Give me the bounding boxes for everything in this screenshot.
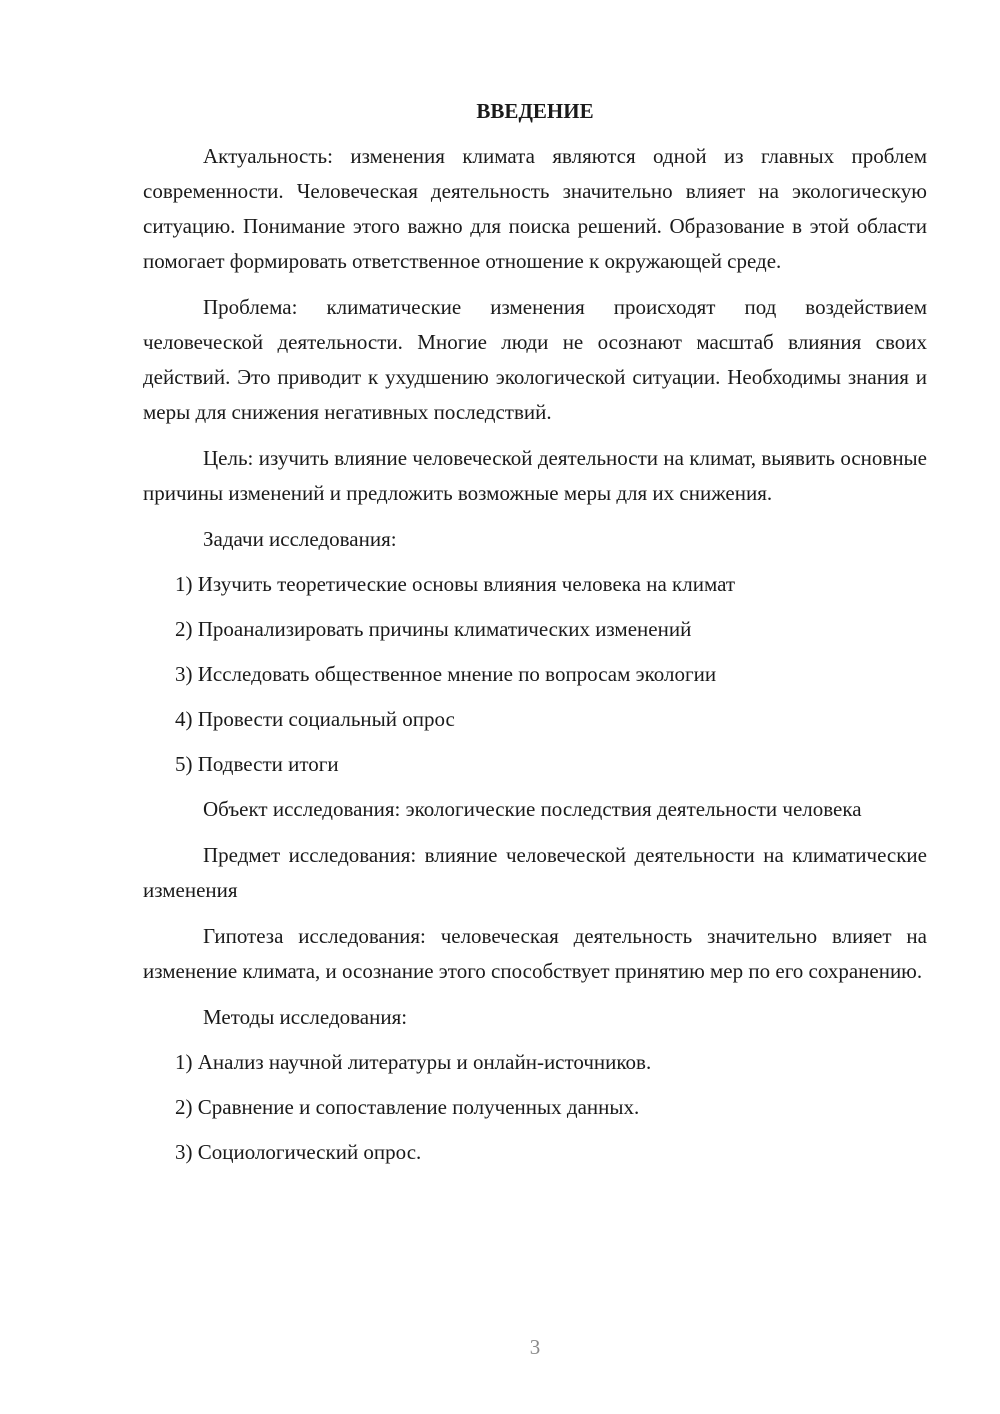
tasks-list (143, 567, 927, 782)
list-item: 4) Провести социальный опрос (175, 707, 455, 731)
goal-paragraph: Цель: изучить влияние человеческой деятельности на климат, выявить основные причины изменений и предложить возможные меры для их снижения. (143, 446, 927, 505)
list-item: 2) Сравнение и сопоставление полученных данных. (175, 1095, 640, 1119)
list-item: 5) Подвести итоги (175, 752, 339, 776)
tasks-heading: Задачи исследования: (203, 527, 397, 551)
list-item: 1) Изучить теоретические основы влияния человека на климат (175, 572, 736, 596)
page-content (143, 94, 927, 1180)
problem-paragraph: Проблема: климатические изменения происходят под воздействием человеческой деятельности. Многие люди не осознают масштаб влияния своих действий. Это приводит к ухудшению экологической ситуации. Необходимы знания и меры для снижения негативных последствий. (143, 295, 927, 424)
relevance-paragraph: Актуальность: изменения климата являются одной из главных проблем современности. Человеческая деятельность значительно влияет на экологическую ситуацию. Понимание этого важно для поиска решений. Образование в этой области помогает формировать ответственное отношение к окружающей среде. (143, 144, 927, 273)
page-number: 3 (529, 1335, 541, 1359)
subject-paragraph: Предмет исследования: влияние человеческой деятельности на климатические изменения (143, 843, 927, 902)
list-item: 2) Проанализировать причины климатических изменений (175, 617, 692, 641)
methods-heading: Методы исследования: (203, 1005, 408, 1029)
list-item: 1) Анализ научной литературы и онлайн-источников. (175, 1050, 652, 1074)
methods-list (143, 1045, 927, 1170)
list-item: 3) Социологический опрос. (175, 1140, 422, 1164)
page-title: ВВЕДЕНИЕ (476, 99, 594, 123)
hypothesis-paragraph: Гипотеза исследования: человеческая деятельность значительно влияет на изменение климата, и осознание этого способствует принятию мер по его сохранению. (143, 924, 927, 983)
object-paragraph: Объект исследования: экологические последствия деятельности человека (203, 797, 862, 821)
list-item: 3) Исследовать общественное мнение по вопросам экологии (175, 662, 717, 686)
